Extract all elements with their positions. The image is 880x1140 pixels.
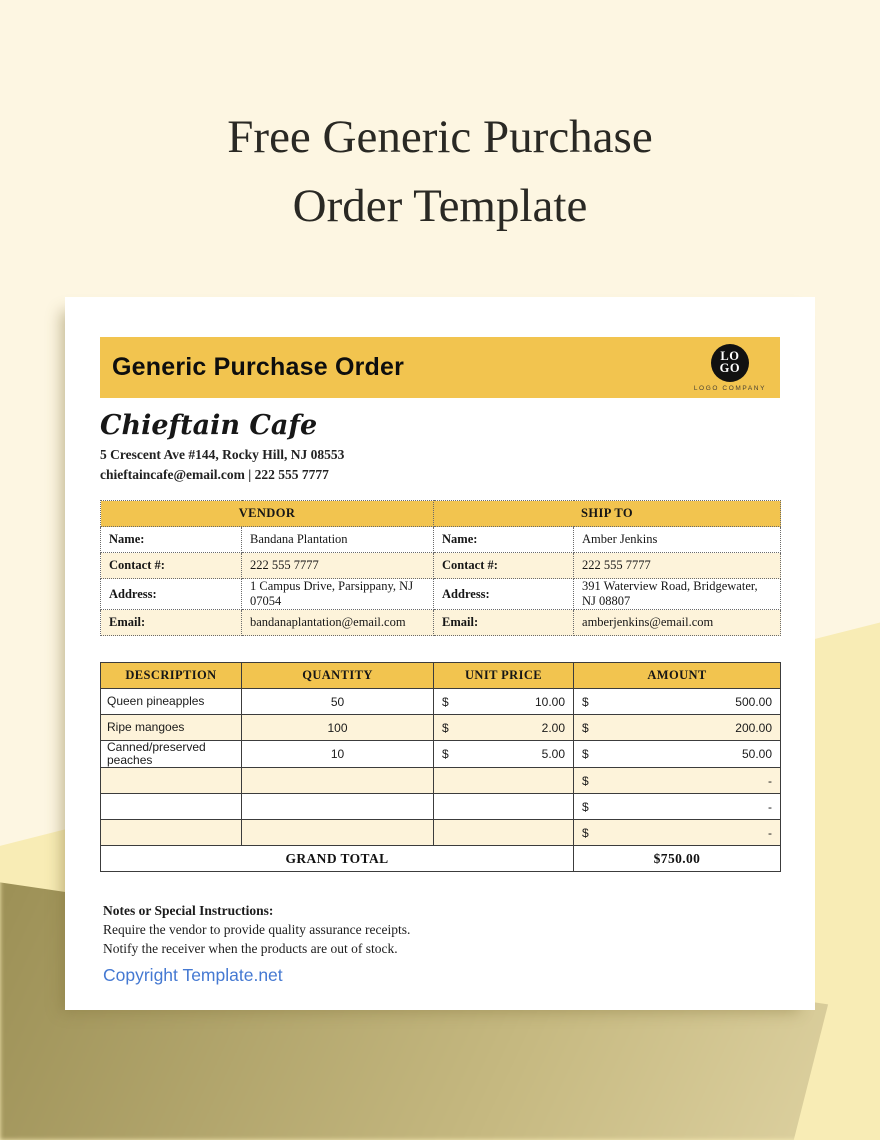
- notes-section: [103, 903, 410, 957]
- item-quantity: 10: [242, 741, 434, 768]
- item-quantity: [242, 820, 434, 846]
- currency-sign: $: [442, 694, 449, 709]
- table-row: [101, 820, 781, 846]
- item-unit-price: [434, 741, 574, 768]
- vendor-email-label: Email:: [101, 610, 242, 636]
- col-header-quantity: QUANTITY: [242, 663, 434, 689]
- item-amount: [574, 820, 781, 846]
- item-unit-price: [434, 689, 574, 715]
- notes-line-1: Require the vendor to provide quality assurance receipts.: [103, 922, 411, 937]
- vendor-shipto-header-row: [101, 501, 781, 527]
- item-description: Ripe mangoes: [101, 715, 242, 741]
- item-amount: [574, 741, 781, 768]
- amount-value: -: [768, 825, 772, 840]
- notes-heading: Notes or Special Instructions:: [103, 903, 274, 918]
- page-title: [0, 103, 880, 241]
- vendor-name-label: Name:: [101, 527, 242, 553]
- items-table: [100, 662, 781, 872]
- shipto-name-value: Amber Jenkins: [574, 527, 781, 553]
- shipto-email-label: Email:: [434, 610, 574, 636]
- item-description: [101, 768, 242, 794]
- item-description: [101, 794, 242, 820]
- document-header-bar: [100, 337, 780, 398]
- amount-value: 50.00: [741, 747, 772, 761]
- page-title-line1: Free Generic Purchase: [227, 111, 653, 163]
- copyright-link[interactable]: Copyright Template.net: [103, 965, 283, 985]
- shipto-address-label: Address:: [434, 579, 574, 610]
- currency-sign: $: [582, 799, 589, 814]
- logo-text-bottom: GO: [719, 360, 741, 375]
- currency-sign: $: [442, 747, 449, 761]
- col-header-description: DESCRIPTION: [101, 663, 242, 689]
- table-row: [101, 527, 781, 553]
- item-quantity: [242, 768, 434, 794]
- col-header-amount: AMOUNT: [574, 663, 781, 689]
- item-amount: [574, 794, 781, 820]
- shipto-email-value: amberjenkins@email.com: [574, 610, 781, 636]
- currency-sign: $: [582, 720, 589, 735]
- amount-value: 200.00: [735, 720, 772, 735]
- logo-text-top: LO: [720, 349, 740, 363]
- document-title: Generic Purchase Order: [112, 353, 405, 381]
- col-header-unit-price: UNIT PRICE: [434, 663, 574, 689]
- vendor-contact-value: 222 555 7777: [242, 553, 434, 579]
- company-block: [100, 411, 344, 483]
- shipto-address-value: 391 Waterview Road, Bridgewater, NJ 08807: [574, 579, 781, 610]
- grand-total-row: [101, 846, 781, 872]
- amount-value: -: [768, 799, 772, 814]
- item-unit-price: [434, 794, 574, 820]
- item-unit-price: [434, 820, 574, 846]
- item-quantity: 100: [242, 715, 434, 741]
- item-description: [101, 820, 242, 846]
- unit-price-value: 5.00: [541, 747, 565, 761]
- item-description: Queen pineapples: [101, 689, 242, 715]
- table-row: [101, 741, 781, 768]
- amount-value: -: [768, 773, 772, 788]
- table-row: [101, 579, 781, 610]
- items-header-row: [101, 663, 781, 689]
- company-address: 5 Crescent Ave #144, Rocky Hill, NJ 08553: [100, 447, 345, 462]
- currency-sign: $: [582, 747, 589, 761]
- logo-subtext: LOGO COMPANY: [693, 384, 766, 392]
- shipto-contact-label: Contact #:: [434, 553, 574, 579]
- vendor-address-value: 1 Campus Drive, Parsippany, NJ 07054: [242, 579, 434, 610]
- company-contact: chieftaincafe@email.com | 222 555 7777: [100, 467, 329, 482]
- item-quantity: [242, 794, 434, 820]
- table-row: [101, 689, 781, 715]
- page-title-line2: Order Template: [292, 180, 588, 232]
- logo-circle-icon: [711, 344, 749, 382]
- currency-sign: $: [582, 773, 589, 788]
- table-row: [101, 553, 781, 579]
- item-amount: [574, 689, 781, 715]
- table-row: [101, 610, 781, 636]
- table-row: [101, 715, 781, 741]
- company-logo: [694, 344, 766, 392]
- shipto-name-label: Name:: [434, 527, 574, 553]
- document-page: [65, 297, 815, 1010]
- currency-sign: $: [442, 720, 449, 735]
- vendor-name-value: Bandana Plantation: [242, 527, 434, 553]
- item-unit-price: [434, 768, 574, 794]
- shipto-header: SHIP TO: [434, 501, 781, 527]
- shipto-contact-value: 222 555 7777: [574, 553, 781, 579]
- table-row: [101, 768, 781, 794]
- item-amount: [574, 715, 781, 741]
- item-amount: [574, 768, 781, 794]
- currency-sign: $: [582, 825, 589, 840]
- item-unit-price: [434, 715, 574, 741]
- vendor-address-label: Address:: [101, 579, 242, 610]
- table-row: [101, 794, 781, 820]
- unit-price-value: 10.00: [534, 694, 565, 709]
- vendor-shipto-table: [100, 500, 781, 636]
- vendor-header: VENDOR: [101, 501, 434, 527]
- grand-total-value: $750.00: [574, 846, 781, 872]
- unit-price-value: 2.00: [541, 720, 565, 735]
- item-description: Canned/preserved peaches: [101, 741, 242, 768]
- vendor-contact-label: Contact #:: [101, 553, 242, 579]
- company-name: Chieftain Cafe: [100, 410, 318, 441]
- amount-value: 500.00: [735, 694, 772, 709]
- item-quantity: 50: [242, 689, 434, 715]
- currency-sign: $: [582, 694, 589, 709]
- vendor-email-value: bandanaplantation@email.com: [242, 610, 434, 636]
- grand-total-label: GRAND TOTAL: [101, 846, 574, 872]
- notes-line-2: Notify the receiver when the products are out of stock.: [103, 941, 398, 956]
